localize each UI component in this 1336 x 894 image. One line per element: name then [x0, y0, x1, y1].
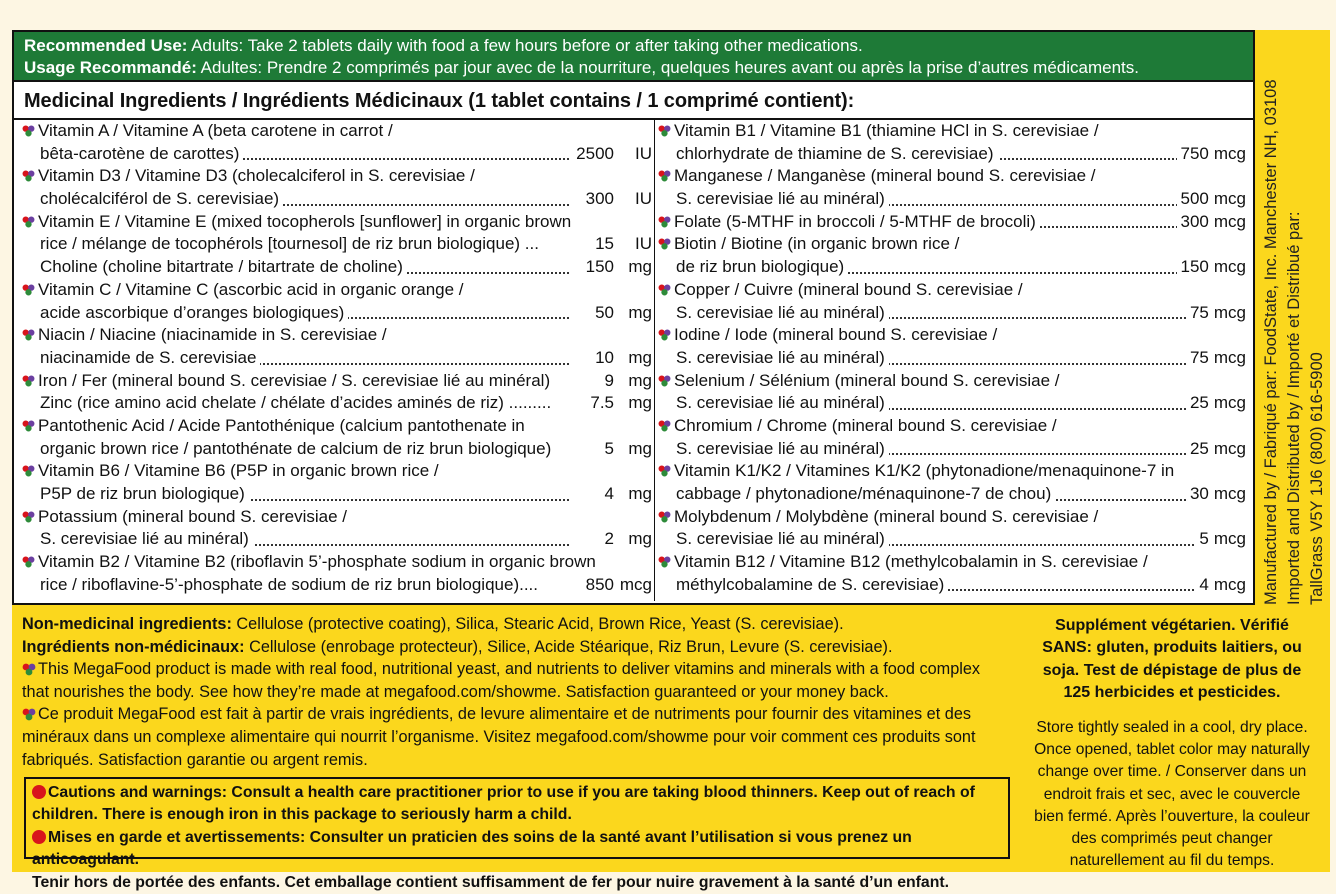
- ingredient-line: [20, 324, 652, 347]
- ingredient-line: [656, 211, 1246, 234]
- megafood-dot-icon: [22, 328, 35, 341]
- ingredient-text: Vitamin K1/K2 / Vitamines K1/K2 (phytonadione/menaquinone-7 in: [674, 461, 1175, 481]
- ingredient-text: Pantothenic Acid / Acide Pantothénique (calcium pantothenate in: [38, 415, 525, 435]
- ingredient-text: Iron / Fer (mineral bound S. cerevisiae / S. cerevisiae lié au minéral): [38, 370, 551, 390]
- ingredient-text: méthylcobalamine de S. cerevisiae): [676, 574, 945, 594]
- ingredient-line: [656, 324, 1246, 347]
- ingredient-amount: 25: [1189, 393, 1209, 413]
- ingredient-amount: 4: [604, 484, 614, 503]
- caution-dot-icon: [32, 785, 46, 799]
- recommended-use-fr: Usage Recommandé: Adultes: Prendre 2 comprimés par jour avec de la nourriture, quelques heures avant ou après la prise d’autres médicaments.: [24, 58, 1140, 77]
- storage-instructions: Store tightly sealed in a cool, dry place. Once opened, tablet color may naturally change over time. / Conserver dans un endroit frais et sec, avec le couvercle bien fermé. Après l’ouverture, la couleur des comprimés peut changer naturellement au fil du temps.: [1034, 718, 1310, 870]
- megafood-dot-icon: [22, 419, 35, 432]
- ingredient-line: [656, 370, 1246, 393]
- recommended-use-banner: [12, 30, 1255, 82]
- ingredient-amount: 30: [1189, 484, 1209, 503]
- megafood-dot-icon: [22, 510, 35, 523]
- megafood-dot-icon: [658, 419, 671, 432]
- ingredient-amount: 150: [585, 257, 614, 277]
- ingredient-amount: 5: [604, 438, 614, 458]
- ingredient-text: Vitamin B12 / Vitamine B12 (methylcobalamin in S. cerevisiae /: [674, 552, 1148, 572]
- ingredient-line: [656, 483, 1246, 506]
- ingredient-line: [656, 279, 1246, 302]
- ingredient-text: rice / riboflavine-5’-phosphate de sodium de riz brun biologique)....: [40, 574, 538, 594]
- ingredient-text: cabbage / phytonadione/ménaquinone-7 de chou): [676, 484, 1052, 503]
- ingredient-amount: 150: [1180, 257, 1209, 277]
- ingredient-text: P5P de riz brun biologique): [40, 484, 245, 503]
- megafood-dot-icon: [658, 510, 671, 523]
- ingredient-line: [656, 347, 1246, 370]
- ingredient-text: chlorhydrate de thiamine de S. cerevisiae): [676, 143, 994, 163]
- ingredient-line: [20, 528, 652, 551]
- ingredient-line: [20, 233, 652, 256]
- ingredient-text: S. cerevisiae lié au minéral): [676, 529, 885, 549]
- ingredient-text: Niacin / Niacine (niacinamide in S. cerevisiae /: [38, 325, 387, 345]
- ingredient-text: Vitamin B6 / Vitamine B6 (P5P in organic brown rice /: [38, 461, 439, 481]
- ingredient-line: [20, 120, 652, 143]
- ingredient-line: [20, 302, 652, 325]
- megafood-statement-en: This MegaFood product is made with real food, nutritional yeast, and nutrients to deliver vitamins and minerals with a food complex that nourishes the body. See how they’re made at megafood.com/showme. Satisfaction guaranteed or your money back.: [22, 660, 981, 701]
- megafood-dot-icon: [658, 283, 671, 296]
- ingredient-text: organic brown rice / pantothénate de calcium de riz brun biologique): [40, 438, 552, 458]
- caution-fr-cont: Tenir hors de portée des enfants. Cet emballage contient suffisamment de fer pour nuire gravement à la santé d’un enfant.: [32, 873, 949, 891]
- ingredient-unit: mg: [628, 257, 652, 277]
- ingredient-line: [656, 165, 1246, 188]
- ingredient-text: Zinc (rice amino acid chelate / chélate d’acides aminés de riz) .........: [40, 393, 552, 413]
- ingredient-text: acide ascorbique d’oranges biologiques): [40, 302, 345, 322]
- megafood-dot-icon: [658, 374, 671, 387]
- ingredients-right-column: [656, 120, 1246, 596]
- ingredient-text: S. cerevisiae lié au minéral): [676, 393, 885, 413]
- ingredient-line: [656, 143, 1246, 166]
- medicinal-ingredients-heading: Medicinal Ingredients / Ingrédients Médicinaux (1 tablet contains / 1 comprimé contient):: [24, 90, 855, 112]
- megafood-dot-icon: [22, 124, 35, 137]
- caution-en-cont: children. There is enough iron in this package to seriously harm a child.: [32, 806, 572, 824]
- ingredient-text: bêta-carotène de carottes): [40, 143, 240, 163]
- ingredient-unit: mcg: [1213, 393, 1246, 413]
- ingredient-text: S. cerevisiae lié au minéral): [676, 302, 885, 322]
- ingredient-line: [656, 233, 1246, 256]
- ingredient-text: Choline (choline bitartrate / bitartrate de choline): [40, 257, 403, 277]
- ingredient-line: [656, 528, 1246, 551]
- caution-dot-icon: [32, 830, 46, 844]
- ingredient-amount: 300: [585, 189, 614, 209]
- non-medicinal-en: Non-medicinal ingredients: Cellulose (protective coating), Silica, Stearic Acid, Brown Rice, Yeast (S. cerevisiae).: [22, 615, 844, 633]
- ingredient-amount: 75: [1189, 347, 1209, 367]
- ingredient-line: [20, 506, 652, 529]
- ingredient-text: Manganese / Manganèse (mineral bound S. cerevisiae /: [674, 166, 1096, 186]
- ingredient-line: [20, 551, 652, 574]
- ingredient-amount: 15: [595, 234, 614, 254]
- ingredient-text: rice / mélange de tocophérols [tournesol] de riz brun biologique) ...: [40, 234, 539, 254]
- ingredient-unit: mg: [628, 393, 652, 413]
- ingredient-text: Copper / Cuivre (mineral bound S. cerevisiae /: [674, 279, 1023, 299]
- ingredient-text: Chromium / Chrome (mineral bound S. cerevisiae /: [674, 415, 1057, 435]
- ingredient-line: [656, 120, 1246, 143]
- ingredient-text: Vitamin B2 / Vitamine B2 (riboflavin 5’-phosphate sodium in organic brown: [38, 552, 596, 572]
- ingredient-unit: mg: [628, 347, 652, 367]
- ingredient-line: [20, 279, 652, 302]
- ingredient-line: [656, 415, 1246, 438]
- ingredient-line: [20, 188, 652, 211]
- ingredient-unit: mcg: [1213, 347, 1246, 367]
- ingredient-text: Vitamin D3 / Vitamine D3 (cholecalciferol in S. cerevisiae /: [38, 166, 475, 186]
- ingredient-text: Folate (5-MTHF in broccoli / 5-MTHF de brocoli): [674, 211, 1036, 231]
- ingredient-unit: mg: [628, 484, 652, 503]
- megafood-dot-icon: [658, 169, 671, 182]
- ingredient-text: Vitamin A / Vitamine A (beta carotene in carrot /: [38, 121, 393, 140]
- ingredient-line: [656, 460, 1246, 483]
- ingredient-amount: 9: [604, 370, 614, 390]
- column-divider: [654, 120, 655, 601]
- ingredient-text: Vitamin E / Vitamine E (mixed tocopherols [sunflower] in organic brown: [38, 211, 572, 231]
- ingredient-unit: IU: [635, 189, 652, 209]
- ingredient-unit: IU: [635, 143, 652, 163]
- manufacturer-line-3: TallGrass V5Y 1J6 (800) 616-5900: [1308, 352, 1326, 605]
- megafood-dot-icon: [22, 555, 35, 568]
- ingredient-text: Vitamin C / Vitamine C (ascorbic acid in organic orange /: [38, 279, 464, 299]
- megafood-dot-icon: [658, 237, 671, 250]
- ingredient-unit: mcg: [1213, 484, 1246, 503]
- ingredient-unit: mcg: [1213, 529, 1246, 549]
- ingredient-unit: mcg: [1213, 257, 1246, 277]
- megafood-dot-icon: [658, 328, 671, 341]
- ingredient-unit: mg: [628, 438, 652, 458]
- ingredient-unit: mg: [628, 529, 652, 549]
- medicinal-ingredients-box: [12, 82, 1255, 605]
- ingredient-line: [20, 347, 652, 370]
- caution-en: Cautions and warnings: Consult a health care practitioner prior to use if you are taking blood thinners. Keep out of reach of: [32, 782, 1002, 804]
- megafood-dot-icon: [22, 169, 35, 182]
- caution-fr: Mises en garde et avertissements: Consulter un praticien des soins de la santé avant l’utilisation si vous prenez un anticoagulant.: [32, 828, 912, 869]
- ingredient-amount: 75: [1189, 302, 1209, 322]
- ingredient-unit: mcg: [619, 574, 652, 594]
- cautions-box: [24, 777, 1010, 891]
- ingredient-unit: mcg: [1213, 189, 1246, 209]
- ingredient-line: [656, 506, 1246, 529]
- megafood-leaf-icon: [22, 662, 36, 676]
- megafood-dot-icon: [22, 283, 35, 296]
- ingredient-line: [20, 574, 652, 597]
- ingredient-text: Potassium (mineral bound S. cerevisiae /: [38, 506, 347, 526]
- ingredient-text: S. cerevisiae lié au minéral): [676, 189, 885, 209]
- ingredient-line: [20, 370, 652, 393]
- ingredient-unit: IU: [635, 234, 652, 254]
- ingredient-line: [20, 256, 652, 279]
- ingredient-amount: 750: [1180, 143, 1209, 163]
- ingredient-text: Iodine / Iode (mineral bound S. cerevisiae /: [674, 325, 998, 345]
- ingredient-amount: 10: [595, 347, 614, 367]
- ingredient-line: [20, 165, 652, 188]
- ingredient-line: [656, 256, 1246, 279]
- ingredient-amount: 500: [1180, 189, 1209, 209]
- ingredient-line: [20, 392, 652, 415]
- megafood-dot-icon: [22, 374, 35, 387]
- ingredient-text: de riz brun biologique): [676, 257, 845, 277]
- megafood-dot-icon: [658, 464, 671, 477]
- ingredient-amount: 300: [1180, 211, 1209, 231]
- megafood-dot-icon: [658, 215, 671, 228]
- ingredient-line: [20, 483, 652, 506]
- manufacturer-line-1: Manufactured by / Fabriqué par: FoodState, Inc. Manchester NH, 03108: [1262, 79, 1280, 605]
- ingredient-amount: 25: [1189, 438, 1209, 458]
- ingredient-line: [656, 574, 1246, 597]
- megafood-dot-icon: [22, 215, 35, 228]
- ingredient-amount: 850: [585, 574, 614, 594]
- ingredient-text: S. cerevisiae lié au minéral): [676, 347, 885, 367]
- non-medicinal-ingredients: [22, 613, 1012, 771]
- ingredient-line: [20, 211, 652, 234]
- ingredient-unit: mcg: [1213, 143, 1246, 163]
- megafood-dot-icon: [658, 555, 671, 568]
- ingredient-unit: mg: [628, 370, 652, 390]
- megafood-statement-fr: Ce produit MegaFood est fait à partir de vrais ingrédients, de levure alimentaire et de nutriments pour fournir des vitamines et des minéraux dans un complexe alimentaire qui nourrit l’organisme. Visitez megafood.com/showme pour voir comment ces produits sont fabriqués. Satisfaction garantie ou argent remis.: [22, 705, 976, 769]
- ingredient-text: niacinamide de S. cerevisiae: [40, 347, 257, 367]
- ingredients-left-column: [20, 120, 652, 596]
- ingredient-text: Vitamin B1 / Vitamine B1 (thiamine HCl in S. cerevisiae /: [674, 121, 1099, 140]
- manufacturer-info: [1256, 30, 1330, 605]
- ingredient-text: S. cerevisiae lié au minéral): [40, 529, 249, 549]
- ingredient-text: Selenium / Sélénium (mineral bound S. cerevisiae /: [674, 370, 1060, 390]
- ingredient-text: S. cerevisiae lié au minéral): [676, 438, 885, 458]
- ingredient-unit: mcg: [1213, 438, 1246, 458]
- ingredient-amount: 5: [1199, 529, 1209, 549]
- megafood-dot-icon: [658, 124, 671, 137]
- vegetarian-statement: Supplément végétarien. Vérifié SANS: gluten, produits laitiers, ou soja. Test de dépistage de plus de 125 herbicides et pesticides.: [1042, 617, 1302, 702]
- right-info-panel: [1022, 615, 1322, 873]
- ingredient-line: [656, 188, 1246, 211]
- ingredient-amount: 4: [1199, 574, 1209, 594]
- ingredient-unit: mcg: [1213, 211, 1246, 231]
- ingredient-line: [20, 460, 652, 483]
- ingredient-line: [656, 302, 1246, 325]
- ingredient-line: [20, 143, 652, 166]
- ingredient-line: [656, 392, 1246, 415]
- ingredient-line: [20, 415, 652, 438]
- bottom-section: [12, 605, 1330, 891]
- ingredient-line: [20, 438, 652, 461]
- ingredient-line: [656, 551, 1246, 574]
- ingredient-amount: 2500: [576, 143, 614, 163]
- ingredient-unit: mg: [628, 302, 652, 322]
- ingredient-text: cholécalciférol de S. cerevisiae): [40, 189, 280, 209]
- ingredient-unit: mcg: [1213, 574, 1246, 594]
- ingredient-text: Molybdenum / Molybdène (mineral bound S. cerevisiae /: [674, 506, 1099, 526]
- recommended-use-en: Recommended Use: Adults: Take 2 tablets daily with food a few hours before or after taking other medications.: [24, 36, 863, 55]
- manufacturer-line-2: Imported and Distributed by / Importé et Distribué par:: [1285, 211, 1303, 605]
- ingredient-amount: 7.5: [590, 393, 614, 413]
- ingredient-amount: 2: [604, 529, 614, 549]
- megafood-dot-icon: [22, 464, 35, 477]
- ingredient-text: Biotin / Biotine (in organic brown rice /: [674, 234, 960, 254]
- non-medicinal-fr: Ingrédients non-médicinaux: Cellulose (enrobage protecteur), Silice, Acide Stéarique, Riz Brun, Levure (S. cerevisiae).: [22, 637, 893, 656]
- ingredient-unit: mcg: [1213, 302, 1246, 322]
- ingredient-line: [656, 438, 1246, 461]
- megafood-leaf-icon: [22, 707, 36, 721]
- ingredient-amount: 50: [595, 302, 614, 322]
